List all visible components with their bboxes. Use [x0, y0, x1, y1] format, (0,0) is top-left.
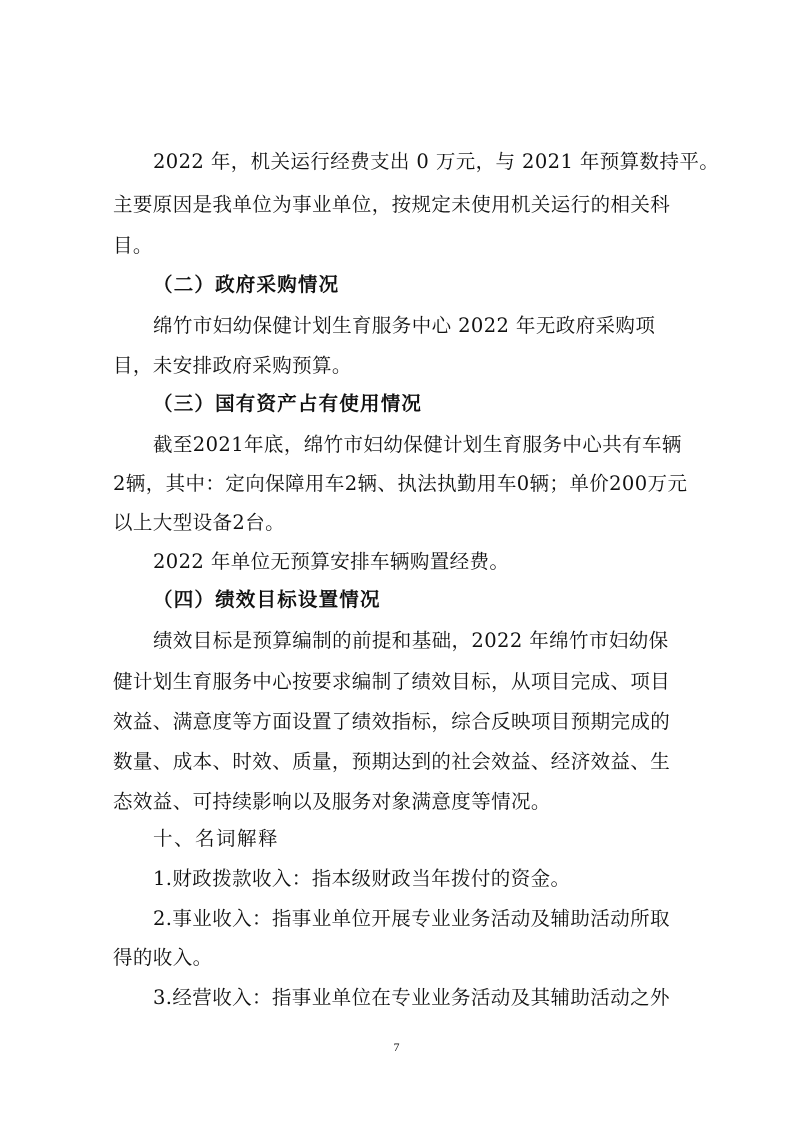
section-title-glossary: 十、名词解释	[153, 827, 280, 850]
paragraph-performance-line-2: 健计划生育服务中心按要求编制了绩效目标，从项目完成、项目	[113, 670, 671, 693]
glossary-item-2-line-1: 2.事业收入：指事业单位开展专业业务活动及辅助活动所取	[153, 907, 670, 930]
paragraph-assets-line-1: 截至2021年底，绵竹市妇幼保健计划生育服务中心共有车辆	[153, 433, 682, 456]
paragraph-performance-line-4: 数量、成本、时效、质量，预期达到的社会效益、经济效益、生	[113, 750, 671, 773]
heading-state-assets: （三）国有资产占有使用情况	[153, 392, 423, 415]
glossary-item-1: 1.财政拨款收入：指本级财政当年拨付的资金。	[153, 867, 571, 890]
paragraph-performance-line-5: 态效益、可持续影响以及服务对象满意度等情况。	[113, 790, 551, 813]
paragraph-vehicle-budget: 2022 年单位无预算安排车辆购置经费。	[153, 550, 510, 573]
glossary-item-2-line-2: 得的收入。	[113, 946, 213, 969]
paragraph-performance-line-3: 效益、满意度等方面设置了绩效指标，综合反映项目预期完成的	[113, 710, 671, 733]
paragraph-assets-line-3: 以上大型设备2台。	[113, 511, 286, 534]
paragraph-operating-expenses-line-1: 2022 年，机关运行经费支出 0 万元，与 2021 年预算数持平。	[153, 150, 720, 173]
glossary-item-3-line-1: 3.经营收入：指事业单位在专业业务活动及其辅助活动之外	[153, 986, 670, 1009]
paragraph-operating-expenses-line-3: 目。	[113, 234, 153, 257]
page-number: 7	[393, 1040, 400, 1054]
paragraph-assets-line-2: 2辆，其中：定向保障用车2辆、执法执勤用车0辆；单价200万元	[113, 472, 688, 495]
heading-performance-targets: （四）绩效目标设置情况	[153, 588, 381, 611]
paragraph-procurement-line-2: 目，未安排政府采购预算。	[113, 354, 352, 377]
paragraph-performance-line-1: 绩效目标是预算编制的前提和基础，2022 年绵竹市妇幼保	[153, 629, 669, 652]
paragraph-procurement-line-1: 绵竹市妇幼保健计划生育服务中心 2022 年无政府采购项	[153, 314, 656, 337]
paragraph-operating-expenses-line-2: 主要原因是我单位为事业单位，按规定未使用机关运行的相关科	[113, 193, 671, 216]
heading-government-procurement: （二）政府采购情况	[153, 273, 340, 296]
